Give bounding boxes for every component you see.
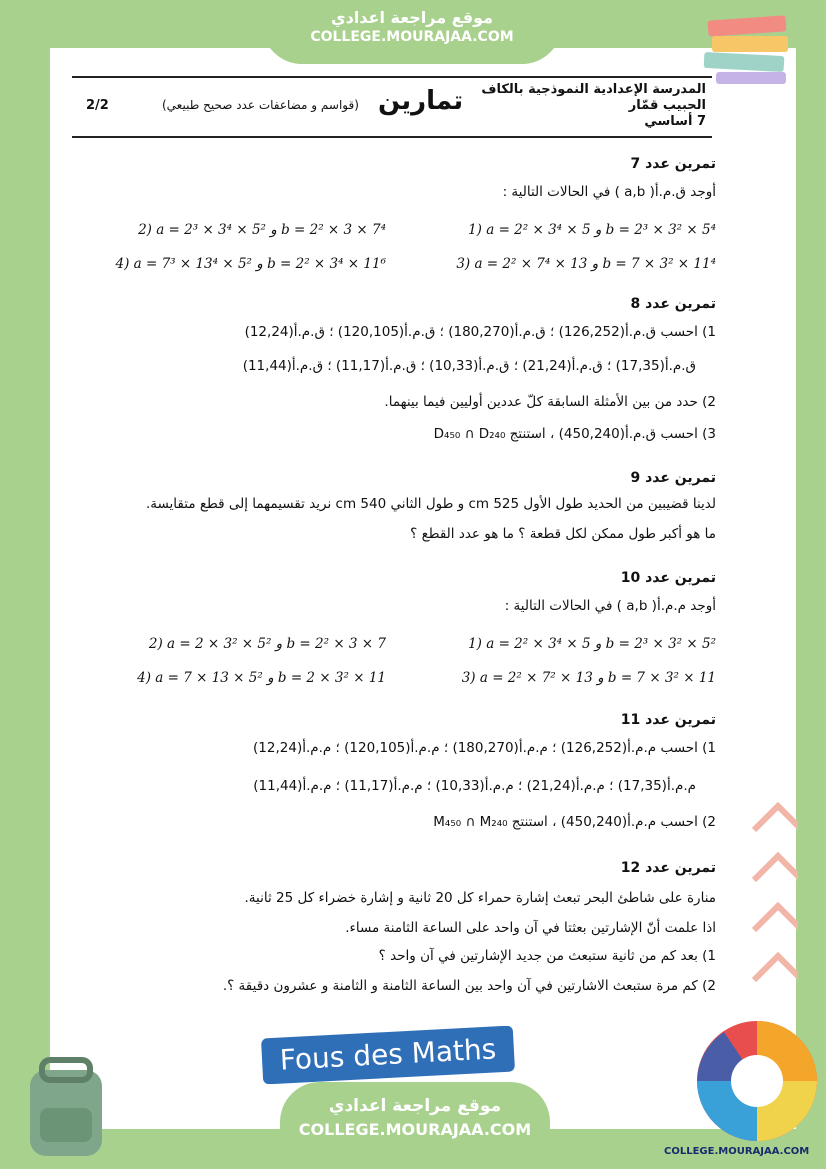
bottom-credit[interactable]: COLLEGE.MOURAJAA.COM (664, 1146, 810, 1157)
banner-arabic: موقع مراجعة اعدادي (330, 8, 494, 27)
page-sheet (50, 48, 796, 1129)
teacher-name: الحبيب قمّار (628, 98, 706, 113)
class-level: 7 أساسي (644, 114, 706, 129)
ex7-case4: 4) a = 7³ × 13⁴ × 5² و b = 2² × 3⁴ × 11⁶ (115, 256, 386, 272)
ex11-line1: 1) احسب م.م.أ(126,252) ؛ م.م.أ(180,270) ؛ م.م.أ(120,105) ؛ م.م.أ(12,24) (253, 740, 716, 756)
banner-url[interactable]: COLLEGE.MOURAJAA.COM (310, 29, 514, 45)
page-subtitle: (قواسم و مضاعفات عدد صحيح طبيعي) (162, 98, 359, 112)
document-header (72, 76, 712, 138)
school-name: المدرسة الإعدادية النموذجية بالكاف (481, 82, 706, 97)
ex8-line4: 3) احسب ق.م.أ(450,240) ، استنتج D₄₅₀ ∩ D₂₄₀ (433, 426, 716, 442)
page-number: 2/2 (86, 98, 109, 113)
ex10-case2: 2) a = 2 × 3² × 5² و b = 2² × 3 × 7 (148, 636, 386, 652)
ex10-title: تمرين عدد 10 (620, 570, 716, 586)
page-title: تمارين (378, 86, 464, 116)
svg-text:Fous des Maths: Fous des Maths (278, 1032, 497, 1077)
ex7-case1: 1) a = 2² × 3⁴ × 5 و b = 2³ × 3² × 5⁴ (468, 222, 716, 238)
ex7-intro: أوجد ق.م.أ( a,b ) في الحالات التالية : (502, 184, 716, 200)
fous-des-maths-logo (258, 1026, 518, 1084)
bottom-banner-url[interactable]: COLLEGE.MOURAJAA.COM (298, 1120, 532, 1139)
ex9-title: تمرين عدد 9 (630, 470, 716, 486)
ex12-line4: 2) كم مرة ستبعث الاشارتين في آن واحد بين الساعة الثامنة و الثامنة و عشرون دقيقة ؟. (222, 978, 716, 994)
top-banner[interactable] (262, 0, 562, 64)
frame-left (0, 0, 50, 1169)
ex7-case2: 2) a = 2³ × 3⁴ × 5² و b = 2² × 3 × 7⁴ (138, 222, 386, 238)
ex9-line2: ما هو أكبر طول ممكن لكل قطعة ؟ ما هو عدد القطع ؟ (410, 526, 716, 542)
ex11-line2: م.م.أ(17,35) ؛ م.م.أ(21,24) ؛ م.م.أ(10,33) ؛ م.م.أ(11,17) ؛ م.م.أ(11,44) (253, 778, 696, 794)
ex7-case3: 3) a = 2² × 7⁴ × 13 و b = 7 × 3² × 11⁴ (456, 256, 716, 272)
ex8-line1: 1) احسب ق.م.أ(126,252) ؛ ق.م.أ(180,270) ؛ ق.م.أ(120,105) ؛ ق.م.أ(12,24) (244, 324, 716, 340)
ex10-intro: أوجد م.م.أ( a,b ) في الحالات التالية : (504, 598, 716, 614)
ex10-case1: 1) a = 2² × 3⁴ × 5 و b = 2³ × 3² × 5² (468, 636, 716, 652)
ex12-title: تمرين عدد 12 (620, 860, 716, 876)
ex8-line3: 2) حدد من بين الأمثلة السابقة كلّ عددين أوليين فيما بينهما. (384, 394, 716, 410)
ex12-line2: اذا علمت أنّ الإشارتين بعثتا في آن واحد على الساعة الثامنة مساء. (345, 920, 716, 936)
ex8-title: تمرين عدد 8 (630, 296, 716, 312)
ex8-line2: ق.م.أ(17,35) ؛ ق.م.أ(21,24) ؛ ق.م.أ(10,33) ؛ ق.م.أ(11,17) ؛ ق.م.أ(11,44) (242, 358, 696, 374)
chevrons-icon (748, 790, 798, 1020)
bottom-banner-arabic: موقع مراجعة اعدادي (328, 1096, 502, 1116)
ex12-line3: 1) بعد كم من ثانية ستبعث من جديد الإشارتين في آن واحد ؟ (378, 948, 716, 964)
ex12-line1: منارة على شاطئ البحر تبعث إشارة حمراء كل 20 ثانية و إشارة خضراء كل 25 ثانية. (244, 890, 716, 906)
school-info (481, 82, 706, 130)
frame-right (796, 0, 826, 1169)
ex10-case4: 4) a = 7 × 13 × 5² و b = 2 × 3² × 11 (137, 670, 386, 686)
ex10-case3: 3) a = 2² × 7² × 13 و b = 7 × 3² × 11 (461, 670, 716, 686)
ex11-line3: 2) احسب م.م.أ(450,240) ، استنتج M₄₅₀ ∩ M₂₄₀ (433, 814, 716, 830)
subjects-wheel-icon (694, 1018, 820, 1144)
backpack-icon (10, 1050, 120, 1160)
books-icon (700, 8, 800, 88)
ex9-line1: لدينا قضيبين من الحديد طول الأول 525 cm و طول الثاني 540 cm نريد تقسيمهما إلى قطع متقايسة. (145, 496, 716, 512)
ex7-title: تمرين عدد 7 (630, 156, 716, 172)
bottom-banner[interactable] (280, 1082, 550, 1169)
ex11-title: تمرين عدد 11 (620, 712, 716, 728)
